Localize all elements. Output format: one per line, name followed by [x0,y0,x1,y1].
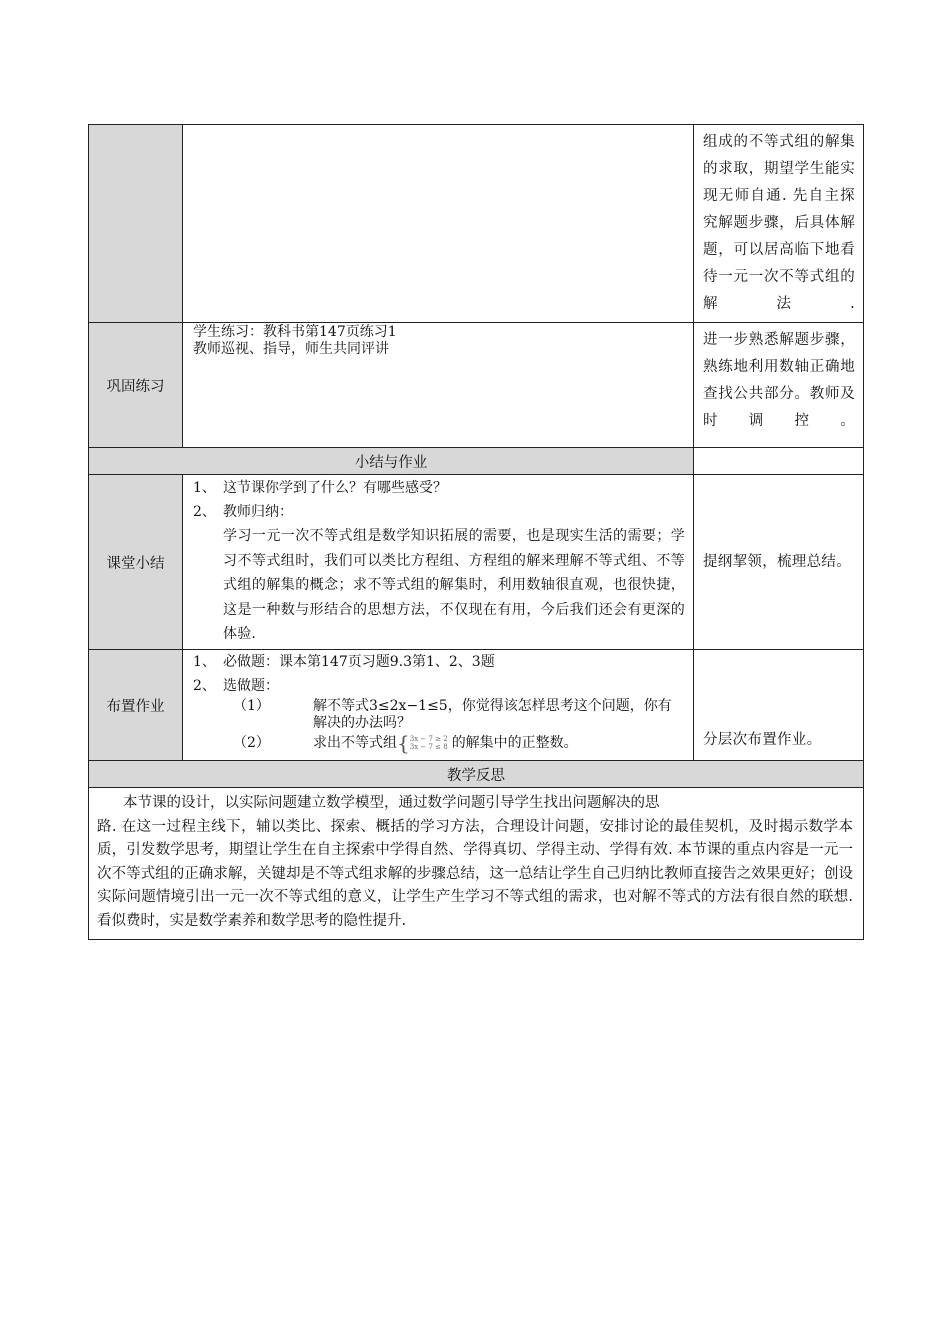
design-note-practice: 进一步熟悉解题步骤，熟练地利用数轴正确地查找公共部分。教师及时调控。 [703,332,855,429]
homework-item-1: 1、 必做题：课本第147页习题9.3第1、2、3题 [193,654,495,670]
row-summary-header [89,448,864,475]
label-homework: 布置作业 [89,650,183,761]
row-reflection-header [89,761,864,788]
row-practice [89,323,864,448]
content-class-summary [183,475,694,650]
brace-icon: { [397,731,410,755]
note-cell-top [694,125,864,323]
label-practice: 巩固练习 [89,323,183,448]
optional-task-2: （2） 求出不等式组{ 3x − 7 ≥ 2 3x − 7 ≤ 8 的解集中的正整数。 [233,731,578,755]
label-cell-empty [89,125,183,323]
row-class-summary [89,475,864,650]
row-continuation [89,125,864,323]
optional-task-1: （1） 解不等式3≤2x−1≤5，你觉得该怎样思考这个问题，你有解决的办法吗？ [233,698,672,731]
design-note-homework: 分层次布置作业。 [703,732,822,748]
practice-line-2: 教师巡视、指导，师生共同评讲 [193,341,389,357]
summary-item-1: 1、 这节课你学到了什么？有哪些感受？ [193,480,447,496]
content-homework [183,650,694,761]
lesson-plan-table [88,124,864,940]
row-homework [89,650,864,761]
section-header-summary: 小结与作业 [89,448,694,475]
homework-item-2: 2、 选做题： [193,678,279,694]
design-note-summary: 提纲挈领，梳理总结。 [703,553,851,570]
note-cell-homework [694,650,864,761]
summary-item-2: 2、 教师归纳： [193,504,293,520]
label-class-summary: 课堂小结 [89,475,183,650]
teacher-summary-paragraph: 学习一元一次不等式组是数学知识拓展的需要，也是现实生活的需要；学习不等式组时，我们可以类比方程组、方程组的解来理解不等式组、不等式组的解集的概念；求不等式组的解集时，利用数轴很直观，也很快捷，这是一种数与形结合的思想方法，不仅现在有用，今后我们还会有更深的体验. [223,528,685,642]
reflection-body: 路. 在这一过程主线下，辅以类比、探索、概括的学习方法，合理设计问题，安排讨论的最佳契机，及时揭示数学本质，引发数学思考，期望让学生在自主探索中学得自然、学得真切、学得主动、学得有效. 本节课的重点内容是一元一次不等式组的正确求解，关键却是不等式组求解的步骤总结，这一总结让学生自己归纳比教师直接告之效果更好；创设实际问题情境引出一元一次不等式组的意义，让学生产生学习不等式组的需求，也对解不等式的方法有很自然的联想. 看似费时，实是数学素养和数学思考的隐性提升. [97,818,853,929]
row-reflection-body [89,788,864,940]
content-cell-empty [183,125,694,323]
practice-line-1: 学生练习：教科书第147页练习1 [193,324,397,340]
note-cell-summary [694,475,864,650]
design-note-top: 组成的不等式组的解集的求取，期望学生能实现无师自通. 先自主探究解题步骤，后具体解题，可以居高临下地看待一元一次不等式组的解法. [703,134,855,312]
content-practice [183,323,694,448]
reflection-cell [89,788,864,940]
note-cell-practice [694,323,864,448]
section-header-empty [694,448,864,475]
reflection-first-line: 本节课的设计，以实际问题建立数学模型，通过数学问题引导学生找出问题解决的思 [123,795,660,811]
section-header-reflection: 教学反思 [89,761,864,788]
inequality-system: 3x − 7 ≥ 2 3x − 7 ≤ 8 [409,735,448,751]
